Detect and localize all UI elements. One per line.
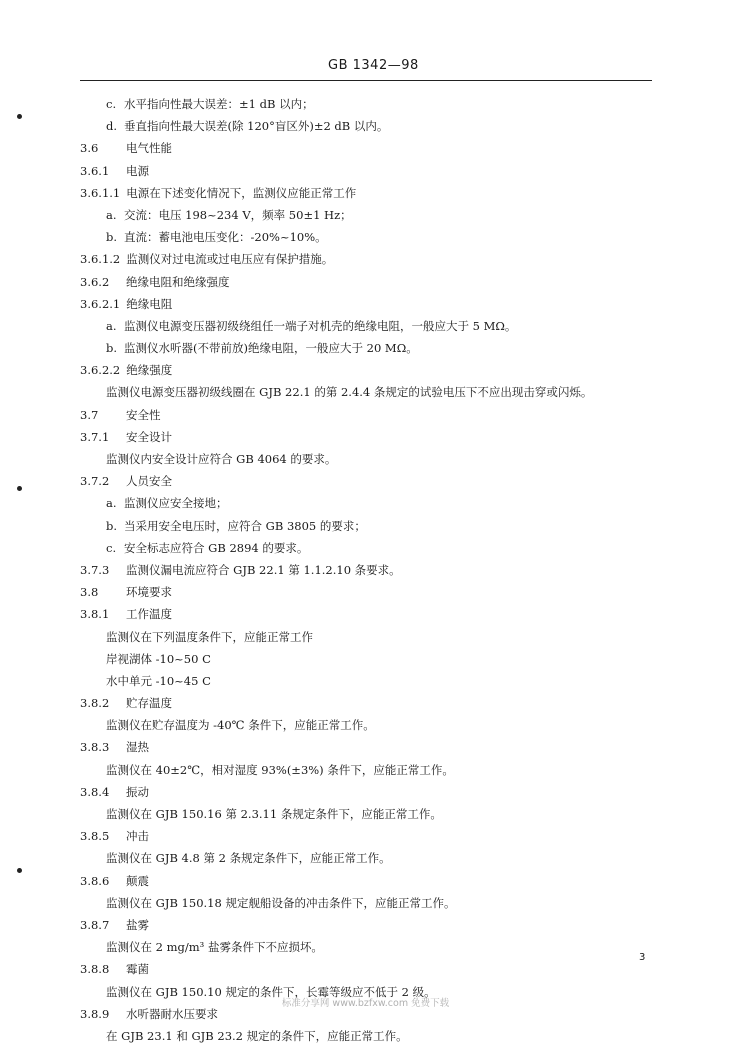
list-item — [80, 515, 660, 537]
margin-mark-icon — [17, 868, 22, 873]
clause-number: 3.7.3 — [80, 562, 110, 577]
clause-number: b. — [106, 341, 118, 356]
clause-text: 电源在下述变化情况下，监测仪应能正常工作 — [126, 185, 357, 200]
clause-text: 湿热 — [126, 740, 149, 755]
clause-number: 3.8.1 — [80, 607, 110, 622]
clause-text: 人员安全 — [126, 474, 172, 489]
section-heading — [80, 248, 660, 270]
paragraph — [80, 759, 660, 781]
clause-text: 监测仪在 GJB 150.16 第 2.3.11 条规定条件下，应能正常工作。 — [106, 807, 442, 821]
clause-number: d. — [106, 119, 118, 134]
section-heading — [80, 137, 660, 159]
paragraph — [80, 847, 660, 869]
section-heading — [80, 559, 660, 581]
clause-text: 监测仪在 GJB 150.10 规定的条件下，长霉等级应不低于 2 级。 — [106, 984, 436, 999]
clause-number: 3.6.1.2 — [80, 252, 121, 267]
clause-number: a. — [106, 318, 117, 333]
clause-number: c. — [106, 540, 117, 555]
section-heading — [80, 470, 660, 492]
clause-text: 当采用安全电压时，应符合 GB 3805 的要求； — [124, 518, 366, 533]
clause-text: 直流：蓄电池电压变化：-20%~10%。 — [124, 230, 327, 245]
clause-number: b. — [106, 230, 118, 245]
clause-number: 3.8.6 — [80, 873, 110, 888]
paragraph — [80, 670, 660, 692]
clause-number: a. — [106, 207, 117, 222]
paragraph — [80, 648, 660, 670]
clause-text: 电气性能 — [126, 141, 172, 156]
clause-text: 监测仪在 40±2℃，相对湿度 93%(±3%) 条件下，应能正常工作。 — [106, 762, 454, 777]
list-item — [80, 115, 660, 137]
clause-number: 3.7 — [80, 407, 99, 422]
list-item — [80, 93, 660, 115]
clause-text: 监测仪应安全接地； — [124, 496, 228, 511]
clause-number: 3.6 — [80, 141, 99, 156]
clause-number: a. — [106, 496, 117, 511]
margin-mark-icon — [17, 114, 22, 119]
clause-number: 3.8.4 — [80, 784, 110, 799]
clause-number: 3.6.2.2 — [80, 363, 121, 378]
section-heading — [80, 603, 660, 625]
list-item — [80, 204, 660, 226]
list-item — [80, 492, 660, 514]
section-heading — [80, 870, 660, 892]
clause-text: 霉菌 — [126, 962, 149, 977]
clause-number: 3.7.2 — [80, 474, 110, 489]
section-heading — [80, 781, 660, 803]
clause-number: 3.8 — [80, 585, 99, 600]
clause-number: 3.6.1 — [80, 163, 110, 178]
paragraph — [80, 626, 660, 648]
clause-text: 监测仪电源变压器初级线圈在 GJB 22.1 的第 2.4.4 条规定的试验电压下不应出现击穿或闪烁。 — [106, 385, 593, 400]
clause-number: b. — [106, 518, 118, 533]
paragraph — [80, 1025, 660, 1047]
margin-mark-icon — [17, 486, 22, 491]
clause-text: 环境要求 — [126, 585, 172, 600]
clause-text: 监测仪电源变压器初级绕组任一端子对机壳的绝缘电阻，一般应大于 5 MΩ。 — [124, 318, 517, 333]
section-heading — [80, 359, 660, 381]
paragraph — [80, 892, 660, 914]
clause-text: 安全性 — [126, 407, 161, 422]
clause-number: 3.8.9 — [80, 1006, 110, 1021]
clause-number: 3.8.8 — [80, 962, 110, 977]
clause-text: 监测仪在下列温度条件下，应能正常工作 — [106, 629, 313, 644]
clause-text: 电源 — [126, 163, 149, 178]
section-heading — [80, 293, 660, 315]
clause-number: 3.6.2 — [80, 274, 110, 289]
clause-number: c. — [106, 97, 117, 111]
clause-text: 监测仪在 2 mg/m³ 盐雾条件下不应损坏。 — [106, 940, 323, 955]
clause-text: 水中单元 -10~45 C — [106, 673, 211, 688]
clause-text: 岸视湖体 -10~50 C — [106, 651, 211, 666]
clause-number: 3.6.1.1 — [80, 185, 121, 200]
clause-text: 工作温度 — [126, 607, 172, 622]
clause-text: 水听器耐水压要求 — [126, 1006, 218, 1021]
clause-text: 交流：电压 198~234 V，频率 50±1 Hz； — [124, 207, 352, 222]
paragraph — [80, 448, 660, 470]
clause-text: 监测仪在 GJB 4.8 第 2 条规定条件下，应能正常工作。 — [106, 851, 391, 866]
section-heading — [80, 914, 660, 936]
clause-text: 监测仪漏电流应符合 GJB 22.1 第 1.1.2.10 条要求。 — [126, 562, 401, 577]
standard-code: GB 1342—98 — [328, 58, 419, 73]
clause-text: 监测仪在贮存温度为 -40℃ 条件下，应能正常工作。 — [106, 718, 375, 733]
clause-text: 监测仪水听器(不带前放)绝缘电阻，一般应大于 20 MΩ。 — [124, 341, 418, 356]
clause-text: 绝缘电阻和绝缘强度 — [126, 274, 230, 289]
section-heading — [80, 692, 660, 714]
section-heading — [80, 581, 660, 603]
clause-text: 贮存温度 — [126, 696, 172, 711]
clause-text: 垂直指向性最大误差(除 120°盲区外)±2 dB 以内。 — [124, 119, 389, 134]
section-heading — [80, 736, 660, 758]
paragraph — [80, 714, 660, 736]
page-number: 3 — [639, 952, 646, 963]
clause-text: 绝缘强度 — [126, 363, 173, 378]
paragraph — [80, 803, 660, 825]
header-rule — [80, 80, 652, 81]
clause-text: 盐雾 — [126, 917, 149, 932]
clause-number: 3.6.2.1 — [80, 296, 121, 311]
section-heading — [80, 160, 660, 182]
list-item — [80, 226, 660, 248]
section-heading — [80, 426, 660, 448]
document-body — [80, 93, 660, 1047]
clause-number: 3.8.2 — [80, 696, 110, 711]
list-item — [80, 337, 660, 359]
clause-number: 3.7.1 — [80, 429, 110, 444]
clause-text: 振动 — [126, 784, 149, 799]
clause-text: 监测仪对过电流或过电压应有保护措施。 — [126, 252, 334, 267]
clause-text: 监测仪在 GJB 150.18 规定舰船设备的冲击条件下，应能正常工作。 — [106, 895, 456, 910]
clause-text: 安全设计 — [126, 429, 172, 444]
watermark: 标准分享网 www.bzfxw.com 免费下载 — [281, 998, 450, 1009]
clause-text: 监测仪内安全设计应符合 GB 4064 的要求。 — [106, 452, 337, 466]
section-heading — [80, 182, 660, 204]
clause-number: 3.8.5 — [80, 829, 110, 844]
list-item — [80, 315, 660, 337]
paragraph — [80, 936, 660, 958]
clause-text: 在 GJB 23.1 和 GJB 23.2 规定的条件下，应能正常工作。 — [106, 1028, 408, 1043]
section-heading — [80, 271, 660, 293]
section-heading — [80, 825, 660, 847]
clause-text: 冲击 — [126, 829, 149, 844]
section-heading — [80, 404, 660, 426]
section-heading — [80, 958, 660, 980]
paragraph — [80, 381, 660, 403]
clause-text: 绝缘电阻 — [126, 296, 173, 311]
clause-text: 水平指向性最大误差：±1 dB 以内； — [124, 97, 314, 111]
list-item — [80, 537, 660, 559]
clause-number: 3.8.7 — [80, 917, 110, 932]
clause-text: 安全标志应符合 GB 2894 的要求。 — [124, 540, 309, 555]
clause-number: 3.8.3 — [80, 740, 110, 755]
clause-text: 颠震 — [126, 873, 149, 888]
